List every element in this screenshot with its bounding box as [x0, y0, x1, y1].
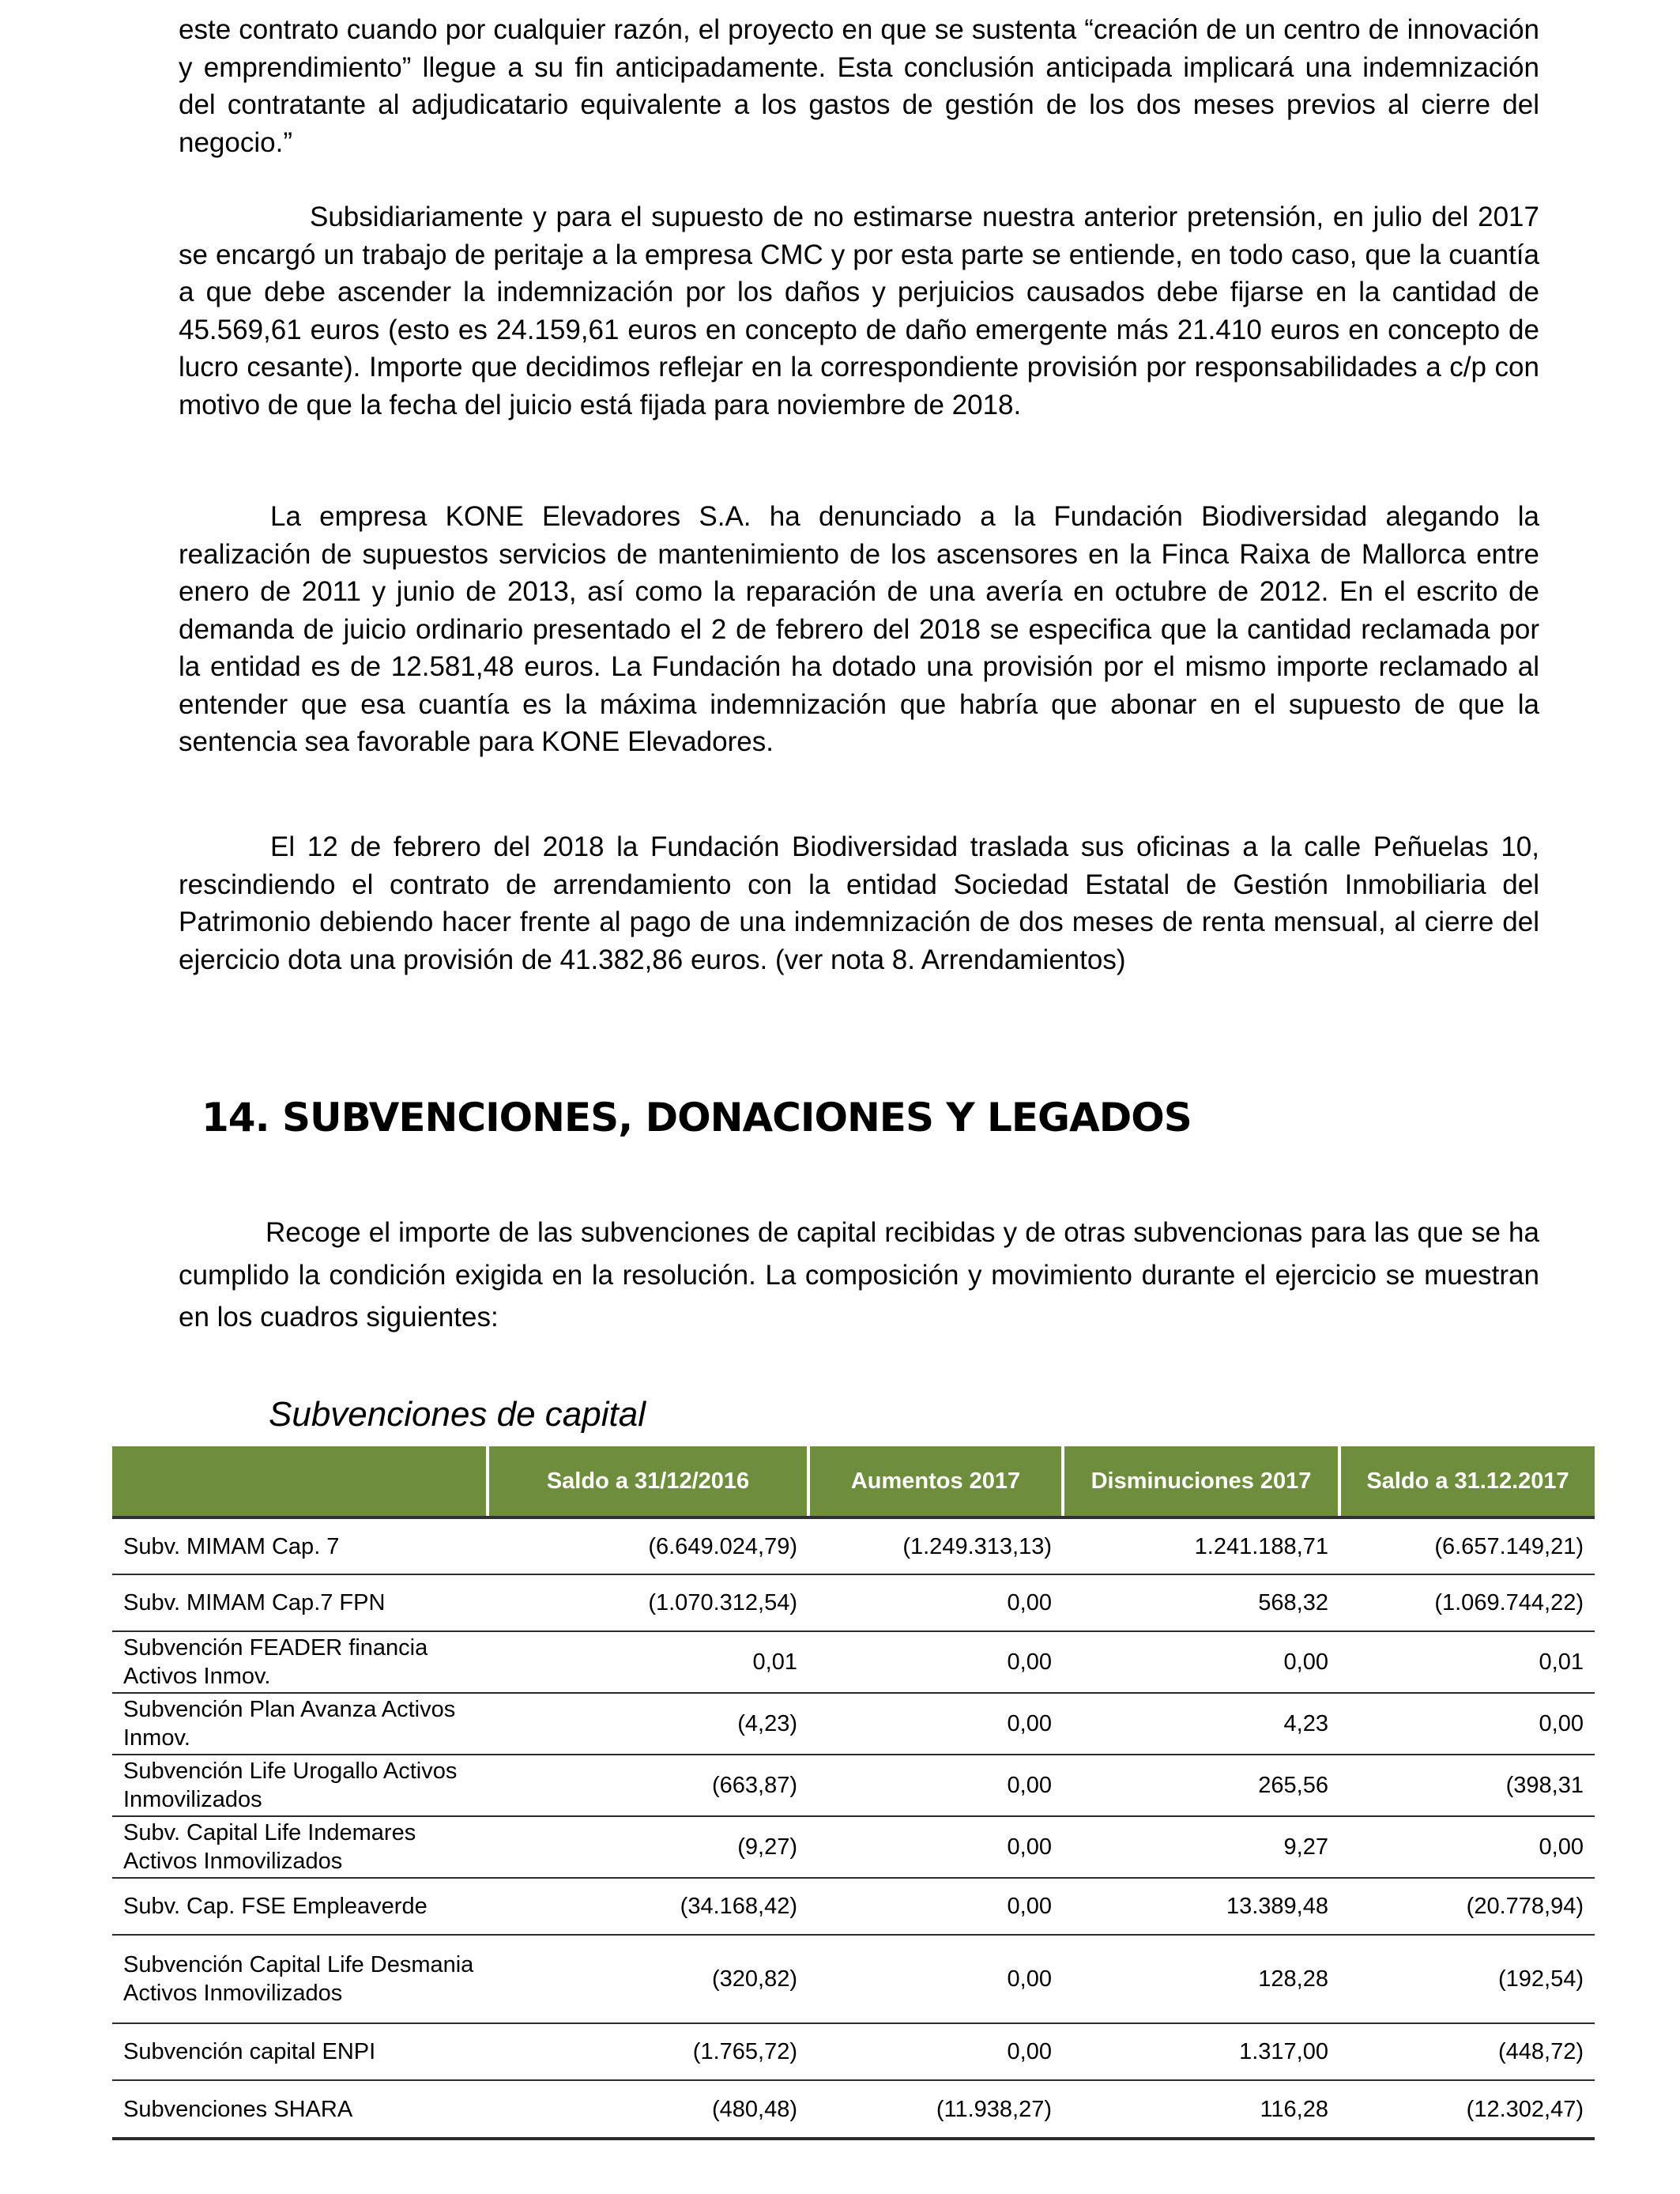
cell-decreases-2017: 13.389,48	[1063, 1878, 1339, 1935]
cell-decreases-2017: 0,00	[1063, 1631, 1339, 1693]
table-row	[112, 1935, 1595, 2023]
cell-decreases-2017: 128,28	[1063, 1935, 1339, 2023]
cell-balance-2017: (448,72)	[1339, 2023, 1595, 2080]
paragraph-cmc-appraisal: Subsidiariamente y para el supuesto de no estimarse nuestra anterior pretensión, en julio del 2017 se encargó un trabajo de peritaje a la empresa CMC y por esta parte se entiende, en todo caso, que la cuantía a que debe ascender la indemnización por los daños y perjuicios causados debe fijarse en la cantidad de 45.569,61 euros (esto es 24.159,61 euros en concepto de daño emergente más 21.410 euros en concepto de lucro cesante). Importe que decidimos reflejar en la correspondiente provisión por responsabilidades a c/p con motivo de que la fecha del juicio está fijada para noviembre de 2018.	[179, 202, 1539, 420]
section-intro: Recoge el importe de las subvenciones de capital recibidas y de otras subvencionas para las que se ha cumplido la condición exigida en la resolución. La composición y movimiento durante el ejercicio se muestran en los cuadros siguientes:	[179, 1217, 1539, 1333]
row-label: Subvención Plan Avanza Activos Inmov.	[112, 1693, 488, 1755]
column-header-concept	[112, 1446, 488, 1517]
table-row	[112, 2080, 1595, 2139]
column-header-decreases-2017: Disminuciones 2017	[1063, 1446, 1339, 1517]
section-heading: 14. SUBVENCIONES, DONACIONES Y LEGADOS	[202, 1095, 1192, 1140]
row-label: Subv. Capital Life Indemares Activos Inmovilizados	[112, 1816, 488, 1878]
table-row	[112, 1693, 1595, 1755]
cell-balance-2017: 0,01	[1339, 1631, 1595, 1693]
cell-decreases-2017: 9,27	[1063, 1816, 1339, 1878]
cell-increases-2017: 0,00	[808, 1816, 1063, 1878]
cell-increases-2017: 0,00	[808, 2023, 1063, 2080]
paragraph-kone-claim: La empresa KONE Elevadores S.A. ha denunciado a la Fundación Biodiversidad alegando la realización de supuestos servicios de mantenimiento de los ascensores en la Finca Raixa de Mallorca entre enero de 2011 y junio de 2013, así como la reparación de una avería en octubre de 2012. En el escrito de demanda de juicio ordinario presentado el 2 de febrero del 2018 se especifica que la cantidad reclamada por la entidad es de 12.581,48 euros. La Fundación ha dotado una provisión por el mismo importe reclamado al entender que esa cuantía es la máxima indemnización que habría que abonar en el supuesto de que la sentencia sea favorable para KONE Elevadores.	[179, 501, 1539, 757]
row-label: Subvención Capital Life Desmania Activos Inmovilizados	[112, 1935, 488, 2023]
cell-balance-2016: (663,87)	[488, 1755, 808, 1816]
cell-balance-2016: (6.649.024,79)	[488, 1517, 808, 1574]
paragraph-contract-clause: este contrato cuando por cualquier razón, el proyecto en que se sustenta “creación de un centro de innovación y emprendimiento” llegue a su fin anticipadamente. Esta conclusión anticipada implicará una indemnización del contratante al adjudicatario equivalente a los gastos de gestión de los dos meses previos al cierre del negocio.”	[179, 14, 1539, 158]
cell-increases-2017: 0,00	[808, 1574, 1063, 1631]
table-row	[112, 2023, 1595, 2080]
table-row	[112, 1816, 1595, 1878]
cell-increases-2017: 0,00	[808, 1755, 1063, 1816]
cell-balance-2017: (6.657.149,21)	[1339, 1517, 1595, 1574]
cell-balance-2016: (480,48)	[488, 2080, 808, 2139]
cell-increases-2017: (1.249.313,13)	[808, 1517, 1063, 1574]
row-label: Subvenciones SHARA	[112, 2080, 488, 2139]
cell-increases-2017: 0,00	[808, 1693, 1063, 1755]
row-label: Subvención Life Urogallo Activos Inmovilizados	[112, 1755, 488, 1816]
cell-balance-2016: (320,82)	[488, 1935, 808, 2023]
cell-balance-2016: (1.070.312,54)	[488, 1574, 808, 1631]
cell-balance-2017: 0,00	[1339, 1693, 1595, 1755]
row-label: Subv. MIMAM Cap. 7	[112, 1517, 488, 1574]
table-row	[112, 1755, 1595, 1816]
cell-decreases-2017: 116,28	[1063, 2080, 1339, 2139]
cell-increases-2017: (11.938,27)	[808, 2080, 1063, 2139]
capital-grants-table	[112, 1446, 1595, 2140]
row-label: Subv. Cap. FSE Empleaverde	[112, 1878, 488, 1935]
cell-decreases-2017: 4,23	[1063, 1693, 1339, 1755]
paragraph-office-move: El 12 de febrero del 2018 la Fundación Biodiversidad traslada sus oficinas a la calle Peñuelas 10, rescindiendo el contrato de arrendamiento con la entidad Sociedad Estatal de Gestión Inmobiliaria del Patrimonio debiendo hacer frente al pago de una indemnización de dos meses de renta mensual, al cierre del ejercicio dota una provisión de 41.382,86 euros. (ver nota 8. Arrendamientos)	[179, 831, 1539, 975]
cell-decreases-2017: 568,32	[1063, 1574, 1339, 1631]
table-row	[112, 1574, 1595, 1631]
row-label: Subvención capital ENPI	[112, 2023, 488, 2080]
table-row	[112, 1517, 1595, 1574]
cell-decreases-2017: 265,56	[1063, 1755, 1339, 1816]
table-row	[112, 1631, 1595, 1693]
row-label: Subv. MIMAM Cap.7 FPN	[112, 1574, 488, 1631]
column-header-increases-2017: Aumentos 2017	[808, 1446, 1063, 1517]
cell-balance-2016: (9,27)	[488, 1816, 808, 1878]
cell-balance-2016: (34.168,42)	[488, 1878, 808, 1935]
cell-decreases-2017: 1.317,00	[1063, 2023, 1339, 2080]
cell-balance-2017: (398,31	[1339, 1755, 1595, 1816]
cell-balance-2017: (192,54)	[1339, 1935, 1595, 2023]
cell-increases-2017: 0,00	[808, 1631, 1063, 1693]
cell-balance-2016: (1.765,72)	[488, 2023, 808, 2080]
table-header-row	[112, 1446, 1595, 1517]
cell-decreases-2017: 1.241.188,71	[1063, 1517, 1339, 1574]
cell-balance-2016: 0,01	[488, 1631, 808, 1693]
column-header-balance-2017: Saldo a 31.12.2017	[1339, 1446, 1595, 1517]
cell-balance-2017: (12.302,47)	[1339, 2080, 1595, 2139]
table-row	[112, 1878, 1595, 1935]
cell-increases-2017: 0,00	[808, 1935, 1063, 2023]
cell-balance-2017: (1.069.744,22)	[1339, 1574, 1595, 1631]
cell-balance-2016: (4,23)	[488, 1693, 808, 1755]
table-caption: Subvenciones de capital	[269, 1395, 646, 1434]
row-label: Subvención FEADER financia Activos Inmov.	[112, 1631, 488, 1693]
cell-balance-2017: (20.778,94)	[1339, 1878, 1595, 1935]
column-header-balance-2016: Saldo a 31/12/2016	[488, 1446, 808, 1517]
cell-increases-2017: 0,00	[808, 1878, 1063, 1935]
cell-balance-2017: 0,00	[1339, 1816, 1595, 1878]
